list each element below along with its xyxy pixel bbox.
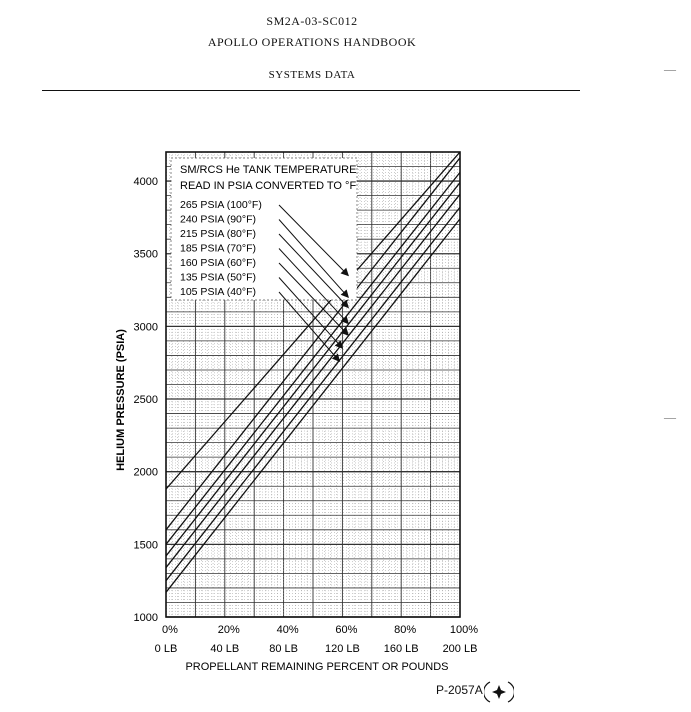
plate-number: P-2057A bbox=[436, 683, 483, 697]
x-tick-label-percent: 80% bbox=[394, 624, 417, 636]
x-axis-title: PROPELLANT REMAINING PERCENT OR POUNDS bbox=[185, 661, 449, 673]
x-tick-label-percent: 40% bbox=[276, 624, 299, 636]
legend-title: READ IN PSIA CONVERTED TO °F bbox=[180, 180, 357, 192]
x-tick-label-pounds: 40 LB bbox=[210, 643, 240, 655]
x-tick-label-percent: 20% bbox=[217, 624, 240, 636]
x-tick-label-pounds: 0 LB bbox=[154, 643, 178, 655]
document-id: SM2A-03-SC012 bbox=[266, 14, 358, 28]
x-tick-label-pounds: 160 LB bbox=[383, 643, 419, 655]
y-tick-label: 1000 bbox=[133, 612, 158, 624]
document-title: APOLLO OPERATIONS HANDBOOK bbox=[207, 35, 417, 49]
legend-title: SM/RCS He TANK TEMPERATURE bbox=[180, 164, 357, 176]
y-tick-label: 3000 bbox=[133, 321, 158, 334]
y-tick-label: 1500 bbox=[133, 539, 158, 552]
margin-mark: — bbox=[664, 62, 676, 76]
legend-entry: 215 PSIA (80°F) bbox=[180, 228, 256, 240]
legend-entry: 265 PSIA (100°F) bbox=[180, 199, 262, 211]
star-in-circle-icon bbox=[484, 679, 514, 705]
margin-mark: — bbox=[664, 410, 676, 424]
section-title: SYSTEMS DATA bbox=[268, 69, 356, 81]
x-tick-label-percent: 100% bbox=[449, 624, 479, 636]
legend-entry: 105 PSIA (40°F) bbox=[180, 286, 256, 298]
x-tick-label-pounds: 200 LB bbox=[442, 643, 478, 655]
legend-entry: 185 PSIA (70°F) bbox=[180, 242, 256, 255]
y-tick-label: 2500 bbox=[133, 394, 158, 407]
y-tick-label: 2000 bbox=[133, 466, 158, 479]
legend-entry: 160 PSIA (60°F) bbox=[180, 257, 256, 269]
legend-entry: 240 PSIA (90°F) bbox=[180, 213, 256, 226]
legend bbox=[171, 158, 357, 361]
x-tick-label-percent: 0% bbox=[162, 624, 178, 636]
y-tick-label: 4000 bbox=[133, 176, 158, 189]
legend-entry: 135 PSIA (50°F) bbox=[180, 271, 256, 284]
x-tick-label-percent: 60% bbox=[335, 624, 358, 636]
x-tick-label-pounds: 80 LB bbox=[269, 643, 298, 655]
y-axis-title: HELIUM PRESSURE (PSIA) bbox=[115, 329, 127, 471]
x-tick-label-pounds: 120 LB bbox=[324, 643, 360, 655]
y-tick-label: 3500 bbox=[133, 248, 158, 261]
